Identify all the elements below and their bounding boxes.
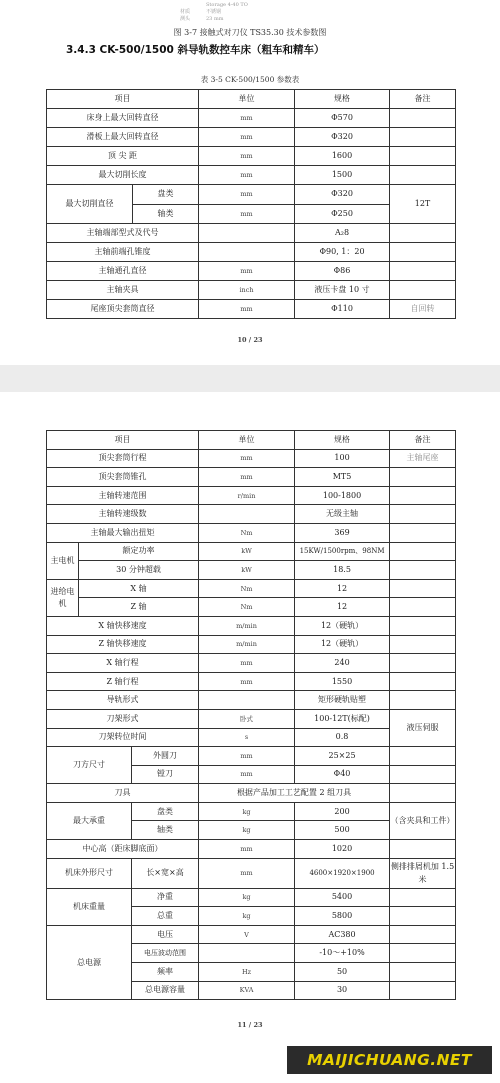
sub-item-label: 盘类	[133, 185, 198, 205]
note-cell	[390, 468, 456, 487]
note-cell	[390, 691, 456, 710]
note-cell: （含夹具和工件）	[390, 802, 456, 839]
unit-cell: m/min	[199, 616, 295, 635]
spec-cell: 200	[295, 802, 390, 821]
unit-cell: mm	[199, 654, 295, 673]
unit-cell: kg	[199, 802, 295, 821]
unit-cell: kg	[199, 907, 295, 926]
page-gap	[0, 365, 500, 392]
header-cell: 备注	[390, 90, 456, 109]
group-cell: 总电源	[47, 925, 132, 999]
page-number: 11 / 23	[237, 1021, 263, 1029]
table-row	[47, 672, 456, 691]
table-row	[47, 243, 456, 262]
table-row	[47, 598, 456, 617]
figure-caption: 图 3-7 接触式对刀仪 TS35.30 技术参数图	[173, 28, 327, 37]
table-header-row	[47, 90, 456, 109]
unit-cell: kg	[199, 821, 295, 840]
unit-cell: mm	[199, 468, 295, 487]
spec-cell: Φ90, 1：20	[295, 243, 390, 262]
table-row	[47, 147, 456, 166]
spec-cell: 240	[295, 654, 390, 673]
watermark-banner: MAIJICHUANG.NET	[287, 1046, 492, 1074]
table-row	[47, 616, 456, 635]
note-cell	[390, 907, 456, 926]
unit-cell: r/min	[199, 486, 295, 505]
unit-cell: Nm	[199, 598, 295, 617]
note-cell	[390, 243, 456, 262]
spec-cell: Φ110	[295, 300, 390, 319]
table-row	[47, 505, 456, 524]
unit-cell: inch	[199, 281, 295, 300]
note-cell	[390, 561, 456, 580]
figure-spec-row: 测头 23 mm	[180, 16, 224, 22]
spec-cell: 100-12T(标配)	[295, 709, 390, 728]
note-cell	[390, 598, 456, 617]
note-cell	[390, 224, 456, 243]
item-cell: 盘类	[132, 802, 199, 821]
sub-item-cell: 长×宽×高	[132, 858, 199, 888]
note-cell	[390, 925, 456, 944]
spec-cell: 5800	[295, 907, 390, 926]
spec-cell: MT5	[295, 468, 390, 487]
group-cell	[47, 185, 199, 224]
note-cell	[390, 963, 456, 982]
note-cell	[390, 579, 456, 598]
item-cell: 主轴转速级数	[47, 505, 199, 524]
spec-cell: 1020	[295, 840, 390, 859]
item-cell: 主轴前端孔锥度	[47, 243, 199, 262]
unit-cell: kW	[199, 561, 295, 580]
unit-cell: mm	[199, 185, 295, 205]
unit-cell: mm	[199, 858, 295, 888]
group-cell: 刀方尺寸	[47, 747, 132, 784]
spec-cell: -10～+10%	[295, 944, 390, 963]
spec-cell: 100-1800	[295, 486, 390, 505]
item-cell: 最大切削长度	[47, 166, 199, 185]
spec-cell: 无级主轴	[295, 505, 390, 524]
item-cell: 镗刀	[132, 765, 199, 784]
sub-item-label: 轴类	[157, 208, 174, 218]
note-cell	[390, 505, 456, 524]
spec-cell: 15KW/1500rpm、98NM	[295, 542, 390, 561]
note-cell	[390, 784, 456, 803]
item-cell: 30 分钟超载	[79, 561, 199, 580]
unit-cell: mm	[199, 262, 295, 281]
spec-cell: 25×25	[295, 747, 390, 766]
note-cell: 侧排排屑机加 1.5 米	[390, 858, 456, 888]
table-row	[47, 542, 456, 561]
header-cell: 单位	[199, 431, 295, 450]
header-cell: 单位	[199, 90, 295, 109]
section-heading: 3.4.3 CK-500/1500 斜导轨数控车床（粗车和精车）	[66, 44, 325, 56]
item-cell: 总电源容量	[132, 981, 199, 1000]
table-row	[47, 128, 456, 147]
unit-cell	[199, 243, 295, 262]
table-row	[47, 654, 456, 673]
spec-cell: 根据产品加工工艺配置 2 组刀具	[199, 784, 390, 803]
note-cell	[390, 281, 456, 300]
unit-cell: mm	[199, 204, 295, 224]
note-cell	[390, 765, 456, 784]
spec-cell: 1550	[295, 672, 390, 691]
unit-cell: mm	[199, 840, 295, 859]
item-cell: 净重	[132, 888, 199, 907]
note-cell	[390, 616, 456, 635]
unit-cell	[199, 505, 295, 524]
spec-cell: 液压卡盘 10 寸	[295, 281, 390, 300]
spec-cell: 12（硬轨）	[295, 635, 390, 654]
table-row	[47, 691, 456, 710]
unit-cell: m/min	[199, 635, 295, 654]
unit-cell: 卧式	[199, 709, 295, 728]
note-cell	[390, 672, 456, 691]
unit-cell: mm	[199, 672, 295, 691]
item-cell: 外圆刀	[132, 747, 199, 766]
group-cell: 最大承重	[47, 802, 132, 839]
item-cell: Z 轴快移速度	[47, 635, 199, 654]
unit-cell: KVA	[199, 981, 295, 1000]
item-cell: X 轴快移速度	[47, 616, 199, 635]
table-caption: 表 3-5 CK-500/1500 参数表	[200, 75, 300, 84]
item-cell: 滑板上最大回转直径	[47, 128, 199, 147]
note-cell: 自回转	[390, 300, 456, 319]
note-cell	[390, 654, 456, 673]
unit-cell	[199, 224, 295, 243]
item-cell: 刀架形式	[47, 709, 199, 728]
item-cell: 电压	[132, 925, 199, 944]
item-cell: 床身上最大回转直径	[47, 109, 199, 128]
spec-cell: 0.8	[295, 728, 390, 747]
figure-spec-row: Storage 4-40 TO	[206, 2, 248, 8]
unit-cell: mm	[199, 166, 295, 185]
table-row	[47, 486, 456, 505]
unit-cell	[199, 944, 295, 963]
unit-cell: mm	[199, 109, 295, 128]
item-cell: 主轴端部型式及代号	[47, 224, 199, 243]
note-cell	[390, 486, 456, 505]
note-cell	[390, 262, 456, 281]
unit-cell: Nm	[199, 523, 295, 542]
spec-cell: 18.5	[295, 561, 390, 580]
group-label: 最大切削直径	[47, 185, 133, 223]
item-cell: X 轴	[79, 579, 199, 598]
item-cell: 主轴转速范围	[47, 486, 199, 505]
table-row	[47, 185, 456, 205]
spec-cell: 100	[295, 449, 390, 468]
note-cell	[390, 888, 456, 907]
spec-cell: Φ320	[295, 185, 390, 205]
table-row	[47, 109, 456, 128]
table-row	[47, 262, 456, 281]
note-cell	[390, 523, 456, 542]
group-cell: 主电机	[47, 542, 79, 579]
spec-cell: 12（硬轨）	[295, 616, 390, 635]
unit-cell: V	[199, 925, 295, 944]
item-cell: 顶尖套筒行程	[47, 449, 199, 468]
spec-cell: 50	[295, 963, 390, 982]
item-cell: 顶 尖 距	[47, 147, 199, 166]
table-row	[47, 709, 456, 728]
note-cell	[390, 147, 456, 166]
note-cell	[390, 635, 456, 654]
table-row	[47, 300, 456, 319]
item-cell: X 轴行程	[47, 654, 199, 673]
item-cell: 电压波动范围	[132, 944, 199, 963]
spec-cell: 1500	[295, 166, 390, 185]
item-cell: 额定功率	[79, 542, 199, 561]
note-cell	[390, 542, 456, 561]
item-cell: 主轴夹具	[47, 281, 199, 300]
item-cell: Z 轴行程	[47, 672, 199, 691]
header-cell: 规格	[295, 431, 390, 450]
figure-spec-row: 材质 不锈钢	[180, 9, 222, 15]
table-row	[47, 784, 456, 803]
group-cell: 机床重量	[47, 888, 132, 925]
spec-cell: Φ250	[295, 204, 390, 224]
note-cell: 12T	[390, 185, 456, 224]
table-row	[47, 840, 456, 859]
unit-cell: mm	[199, 300, 295, 319]
spec-cell: Φ320	[295, 128, 390, 147]
spec-cell: A₂8	[295, 224, 390, 243]
spec-cell: 1600	[295, 147, 390, 166]
document-page-10	[0, 0, 500, 365]
item-cell: 主轴最大输出扭矩	[47, 523, 199, 542]
table-row	[47, 224, 456, 243]
spec-cell: 矩形硬轨贴塑	[295, 691, 390, 710]
note-cell	[390, 109, 456, 128]
table-row	[47, 747, 456, 766]
spec-cell: 4600×1920×1900	[295, 858, 390, 888]
note-cell	[390, 166, 456, 185]
note-cell	[390, 944, 456, 963]
table-row	[47, 888, 456, 907]
item-cell: 频率	[132, 963, 199, 982]
item-cell: 主轴通孔直径	[47, 262, 199, 281]
table-row	[47, 635, 456, 654]
unit-cell: mm	[199, 449, 295, 468]
table-row	[47, 281, 456, 300]
item-cell: 刀具	[47, 784, 199, 803]
header-cell: 备注	[390, 431, 456, 450]
table-row	[47, 858, 456, 888]
spec-cell: 500	[295, 821, 390, 840]
item-cell: 中心高（距床脚底面）	[47, 840, 199, 859]
spec-cell: 30	[295, 981, 390, 1000]
spec-cell: 5400	[295, 888, 390, 907]
note-cell	[390, 840, 456, 859]
unit-cell: mm	[199, 147, 295, 166]
unit-cell: Hz	[199, 963, 295, 982]
spec-cell: 12	[295, 598, 390, 617]
item-cell: 机床外形尺寸	[47, 858, 132, 888]
table-row	[47, 468, 456, 487]
table-row	[47, 925, 456, 944]
table-row	[47, 561, 456, 580]
note-cell: 主轴尾座	[390, 449, 456, 468]
table-row	[47, 523, 456, 542]
unit-cell: mm	[199, 128, 295, 147]
table-header-row	[47, 431, 456, 450]
note-cell	[390, 981, 456, 1000]
unit-cell: Nm	[199, 579, 295, 598]
note-cell	[390, 128, 456, 147]
unit-cell: s	[199, 728, 295, 747]
item-cell: 轴类	[132, 821, 199, 840]
spec-cell: Φ40	[295, 765, 390, 784]
header-cell: 项目	[47, 431, 199, 450]
item-cell: 顶尖套筒锥孔	[47, 468, 199, 487]
group-cell: 进给电机	[47, 579, 79, 616]
item-cell: 导轨形式	[47, 691, 199, 710]
unit-cell: kg	[199, 888, 295, 907]
spec-cell: Φ86	[295, 262, 390, 281]
table-row	[47, 166, 456, 185]
unit-cell	[199, 691, 295, 710]
unit-cell: mm	[199, 747, 295, 766]
item-cell: 总重	[132, 907, 199, 926]
unit-cell: kW	[199, 542, 295, 561]
note-cell	[390, 747, 456, 766]
unit-cell: mm	[199, 765, 295, 784]
table-row	[47, 802, 456, 821]
spec-table-2	[46, 430, 456, 1000]
header-cell: 规格	[295, 90, 390, 109]
table-row	[47, 449, 456, 468]
header-cell: 项目	[47, 90, 199, 109]
spec-cell: Φ570	[295, 109, 390, 128]
spec-cell: AC380	[295, 925, 390, 944]
note-cell: 液压伺服	[390, 709, 456, 746]
item-cell: 尾座顶尖套筒直径	[47, 300, 199, 319]
item-cell: Z 轴	[79, 598, 199, 617]
table-row	[47, 579, 456, 598]
spec-cell: 12	[295, 579, 390, 598]
spec-cell: 369	[295, 523, 390, 542]
spec-table-1	[46, 89, 456, 319]
page-number: 10 / 23	[237, 336, 263, 344]
item-cell: 刀架转位时间	[47, 728, 199, 747]
